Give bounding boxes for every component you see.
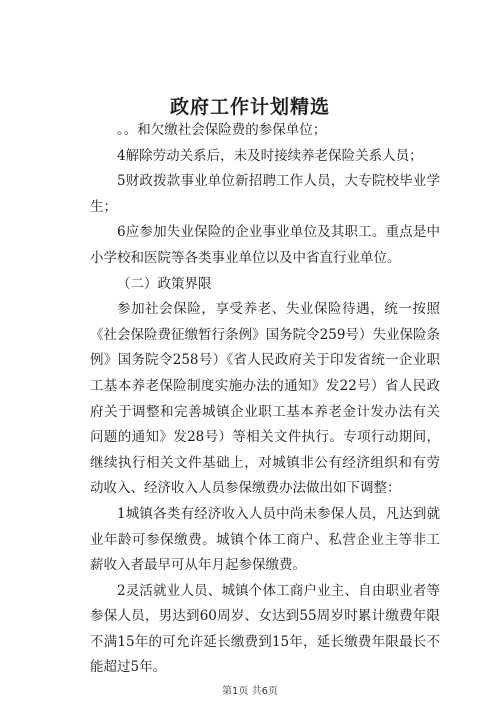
document-body xyxy=(90,118,440,681)
paragraph: 2灵活就业人员、城镇个体工商户业主、自由职业者等参保人员，男达到60周岁、女达到55周岁时累计缴费年限不满15年的可允许延长缴费到15年，延长缴费年限最长不能超过5年。 xyxy=(90,582,440,676)
page-number-footer: 第1页 共6页 xyxy=(222,686,278,697)
section-heading: （二）政策界限 xyxy=(117,275,212,292)
paragraph: 参加社会保险，享受养老、失业保险待遇，统一按照《社会保险费征缴暂行条例》国务院令259号）失业保险条例》国务院令258号）《省人民政府关于印发省统一企业职工基本养老保险制度实施办法的通知》发22号）省人民政府关于调整和完善城镇企业职工基本养老金计发办法有关问题的通知》发28号）等相关文件执行。专项行动期间，继续执行相关文件基础上，对城镇非公有经济组织和有劳动收入、经济收入人员参保缴费办法做出如下调整： xyxy=(90,301,440,497)
paragraph: 6应参加失业保险的企业事业单位及其职工。重点是中小学校和医院等各类事业单位以及中省直行业单位。 xyxy=(90,224,440,266)
document-title: 政府工作计划精选 xyxy=(169,96,330,118)
paragraph: 4解除劳动关系后，未及时接续养老保险关系人员； xyxy=(117,147,423,164)
paragraph: 5财政拨款事业单位新招聘工作人员，大专院校毕业学生； xyxy=(90,173,440,215)
paragraph: 1城镇各类有经济收入人员中尚未参保人员，凡达到就业年龄可参保缴费。城镇个体工商户、私营企业主等非工薪收入者最早可从年月起参保缴费。 xyxy=(90,505,440,574)
paragraph: 。。和欠缴社会保险费的参保单位； xyxy=(117,122,327,138)
